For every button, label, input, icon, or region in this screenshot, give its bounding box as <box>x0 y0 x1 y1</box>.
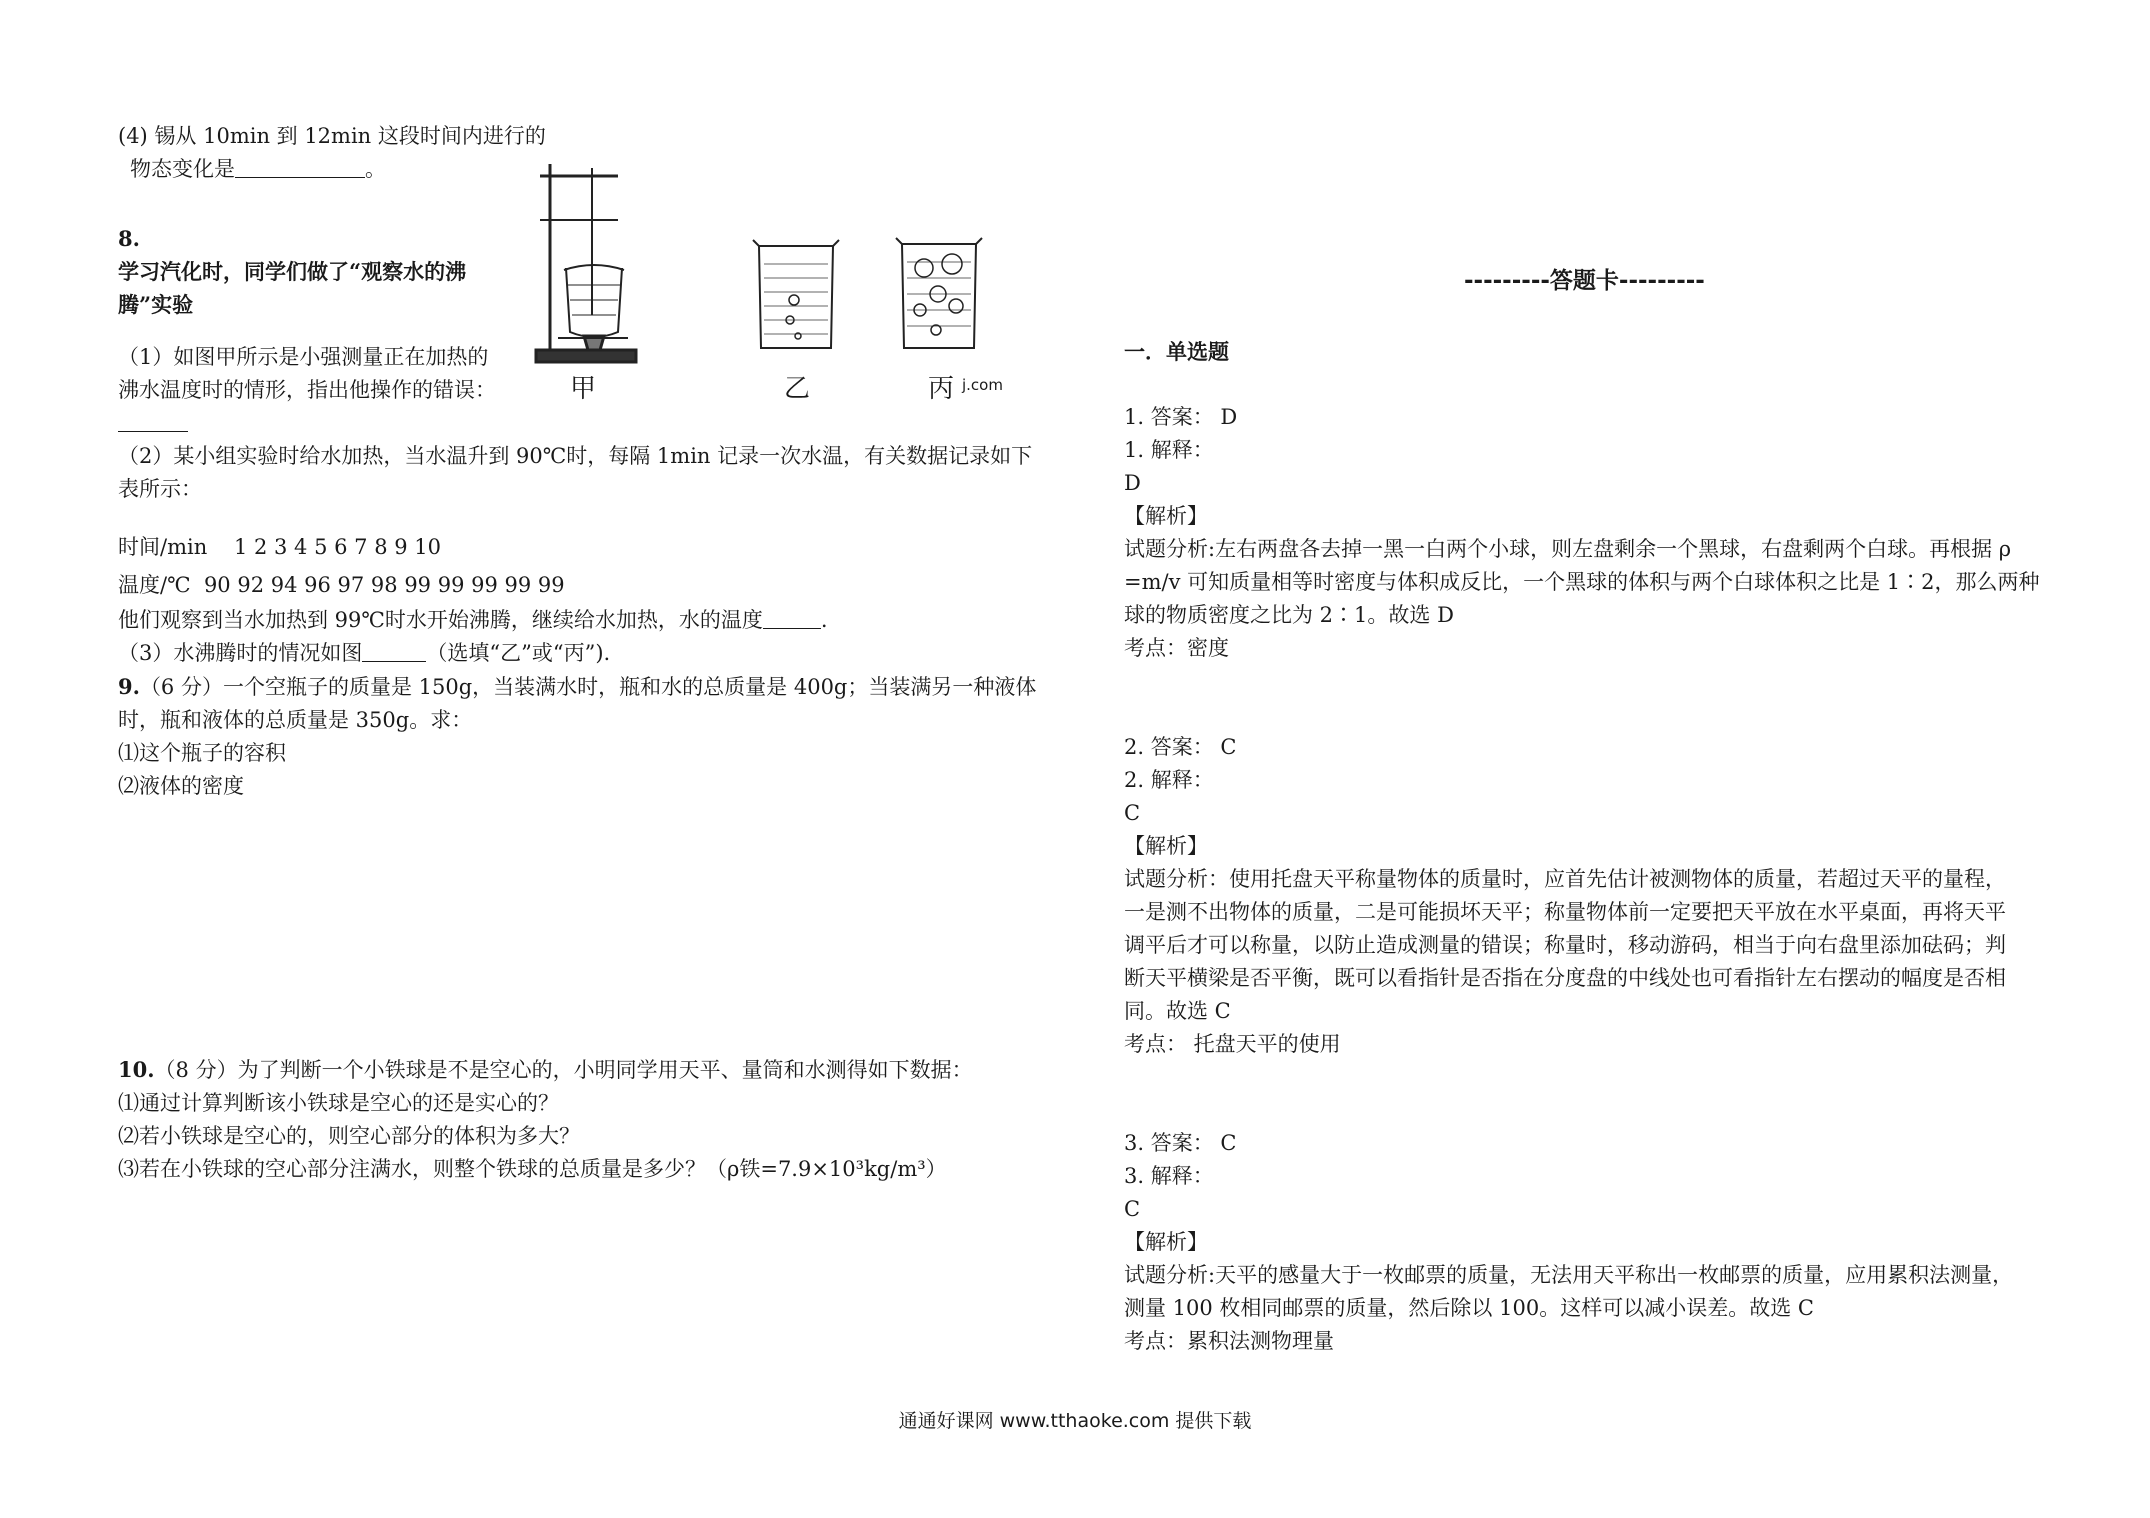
answer-3 <box>1124 1127 2064 1358</box>
figure-watermark: j.com <box>962 376 1003 394</box>
q8-2-line2: 表所示： <box>118 477 202 501</box>
right-column <box>1124 258 2064 1358</box>
a1-answer: 1. 答案： D <box>1124 405 1238 429</box>
page-footer: 通通好课网 www.tthaoke.com 提供下载 <box>898 1410 1252 1432</box>
q8-3 <box>118 637 1058 670</box>
q8-1-answer-blank[interactable] <box>118 407 188 432</box>
a3-tag: 【解析】 <box>1124 1230 1208 1254</box>
q8-1-line2: 沸水温度时的情形，指出他操作的错误： <box>118 378 496 402</box>
answer-2 <box>1124 731 2064 1061</box>
a2-point: 考点： 托盘天平的使用 <box>1124 1032 1341 1056</box>
a2-analysis-4: 断天平横梁是否平衡，既可以看指针是否指在分度盘的中线处也可看指针左右摆动的幅度是否相 <box>1124 966 2006 990</box>
q8-1-line1: （1）如图甲所示是小强测量正在加热的 <box>118 345 489 369</box>
q9-text-1: （6 分）一个空瓶子的质量是 150g，当装满水时，瓶和水的总质量是 400g；当装满另一种液体 <box>139 675 1037 699</box>
stand-apparatus <box>536 164 636 362</box>
data-table-temp-row <box>118 566 1058 604</box>
figure-label-bing: 丙 <box>928 374 955 404</box>
q10-sub3: ⑶若在小铁球的空心部分注满水，则整个铁球的总质量是多少？（ρ铁=7.9×10³kg/m³） <box>118 1157 947 1181</box>
answer-card-title: ---------答题卡--------- <box>1464 268 1705 294</box>
q7-4-line1: (4) 锡从 10min 到 12min 这段时间内进行的 <box>118 124 546 148</box>
temp-values: 90 92 94 96 97 98 99 99 99 99 99 <box>203 573 565 597</box>
a2-analysis-2: 一是测不出物体的质量，二是可能损坏天平；称量物体前一定要把天平放在水平桌面，再将天平 <box>1124 900 2006 924</box>
q9-sub1: ⑴这个瓶子的容积 <box>118 741 286 765</box>
a3-letter: C <box>1124 1197 1141 1221</box>
data-table-time-row <box>118 528 1058 566</box>
a3-point: 考点：累积法测物理量 <box>1124 1329 1334 1353</box>
a2-tag: 【解析】 <box>1124 834 1208 858</box>
q9-line2: 时，瓶和液体的总质量是 350g。求： <box>118 708 473 732</box>
a3-analysis-2: 测量 100 枚相同邮票的质量，然后除以 100。这样可以减小误差。故选 C <box>1124 1296 1814 1320</box>
time-values: 1 2 3 4 5 6 7 8 9 10 <box>233 535 441 559</box>
a1-tag: 【解析】 <box>1124 504 1208 528</box>
q8-2-line1: （2）某小组实验时给水加热，当水温升到 90℃时，每隔 1min 记录一次水温，有关数据记录如下 <box>118 444 1033 468</box>
q7-4-answer-blank[interactable] <box>235 153 365 178</box>
q8-3-answer-blank[interactable] <box>362 637 426 662</box>
q8-3-text-a: （3）水沸腾时的情况如图 <box>118 641 363 665</box>
q9-line1 <box>118 670 1058 704</box>
q10-sub1: ⑴通过计算判断该小铁球是空心的还是实心的？ <box>118 1091 559 1115</box>
a1-analysis-3: 球的物质密度之比为 2∶1。故选 D <box>1124 603 1454 627</box>
beaker-bing <box>896 238 982 348</box>
a3-explain: 3. 解释： <box>1124 1164 1214 1188</box>
q8-title-2: 腾”实验 <box>118 292 194 317</box>
q8-observation-text: 他们观察到当水加热到 99℃时水开始沸腾，继续给水加热，水的温度 <box>118 608 763 632</box>
time-label: 时间/min <box>118 535 208 559</box>
q10-line1 <box>118 1053 1058 1087</box>
q8-observation-end: . <box>820 608 828 632</box>
answer-1 <box>1124 401 2064 665</box>
q10-text-1: （8 分）为了判断一个小铁球是不是空心的，小明同学用天平、量筒和水测得如下数据： <box>154 1058 973 1082</box>
apparatus-drawing <box>528 160 1068 400</box>
q8-3-text-b: （选填“乙”或“丙”). <box>426 641 611 665</box>
q8-observation <box>118 604 1058 637</box>
a1-point: 考点：密度 <box>1124 636 1229 660</box>
a1-explain: 1. 解释： <box>1124 438 1214 462</box>
section-heading: 一．单选题 <box>1124 340 1229 364</box>
a2-letter: C <box>1124 801 1141 825</box>
a3-answer: 3. 答案： C <box>1124 1131 1237 1155</box>
q9-sub2: ⑵液体的密度 <box>118 774 244 798</box>
figure-label-yi: 乙 <box>784 374 811 404</box>
a2-answer: 2. 答案： C <box>1124 735 1237 759</box>
a2-explain: 2. 解释： <box>1124 768 1214 792</box>
q10-sub2: ⑵若小铁球是空心的，则空心部分的体积为多大？ <box>118 1124 580 1148</box>
a3-analysis-1: 试题分析:天平的感量大于一枚邮票的质量，无法用天平称出一枚邮票的质量，应用累积法测量， <box>1124 1263 2014 1287</box>
a1-analysis-2: =m/v 可知质量相等时密度与体积成反比，一个黑球的体积与两个白球体积之比是 1∶2，那么两种 <box>1124 570 2040 594</box>
q9-number: 9. <box>118 674 140 699</box>
a2-analysis-3: 调平后才可以称量，以防止造成测量的错误；称量时，移动游码，相当于向右盘里添加砝码；判 <box>1124 933 2006 957</box>
figure-label-jia: 甲 <box>570 374 597 404</box>
q7-4-end: 。 <box>365 157 386 181</box>
q10-number: 10. <box>118 1057 155 1082</box>
q7-4-prompt: 物态变化是 <box>130 157 235 181</box>
q8-number: 8. <box>118 226 140 251</box>
q8-title-1: 学习汽化时，同学们做了“观察水的沸 <box>118 259 467 284</box>
a1-analysis-1: 试题分析:左右两盘各去掉一黑一白两个小球，则左盘剩余一个黑球，右盘剩两个白球。再根据 ρ <box>1124 537 2012 561</box>
q8-1-blank-line <box>118 407 1058 440</box>
a2-analysis-1: 试题分析：使用托盘天平称量物体的质量时，应首先估计被测物体的质量，若超过天平的量程， <box>1124 867 2006 891</box>
q8-obs-answer-blank[interactable] <box>763 604 821 629</box>
a2-analysis-5: 同。故选 C <box>1124 999 1231 1023</box>
beaker-yi <box>753 240 839 348</box>
temp-label: 温度/℃ <box>118 573 191 597</box>
boiling-experiment-figure <box>528 160 1068 404</box>
a1-letter: D <box>1124 471 1141 495</box>
